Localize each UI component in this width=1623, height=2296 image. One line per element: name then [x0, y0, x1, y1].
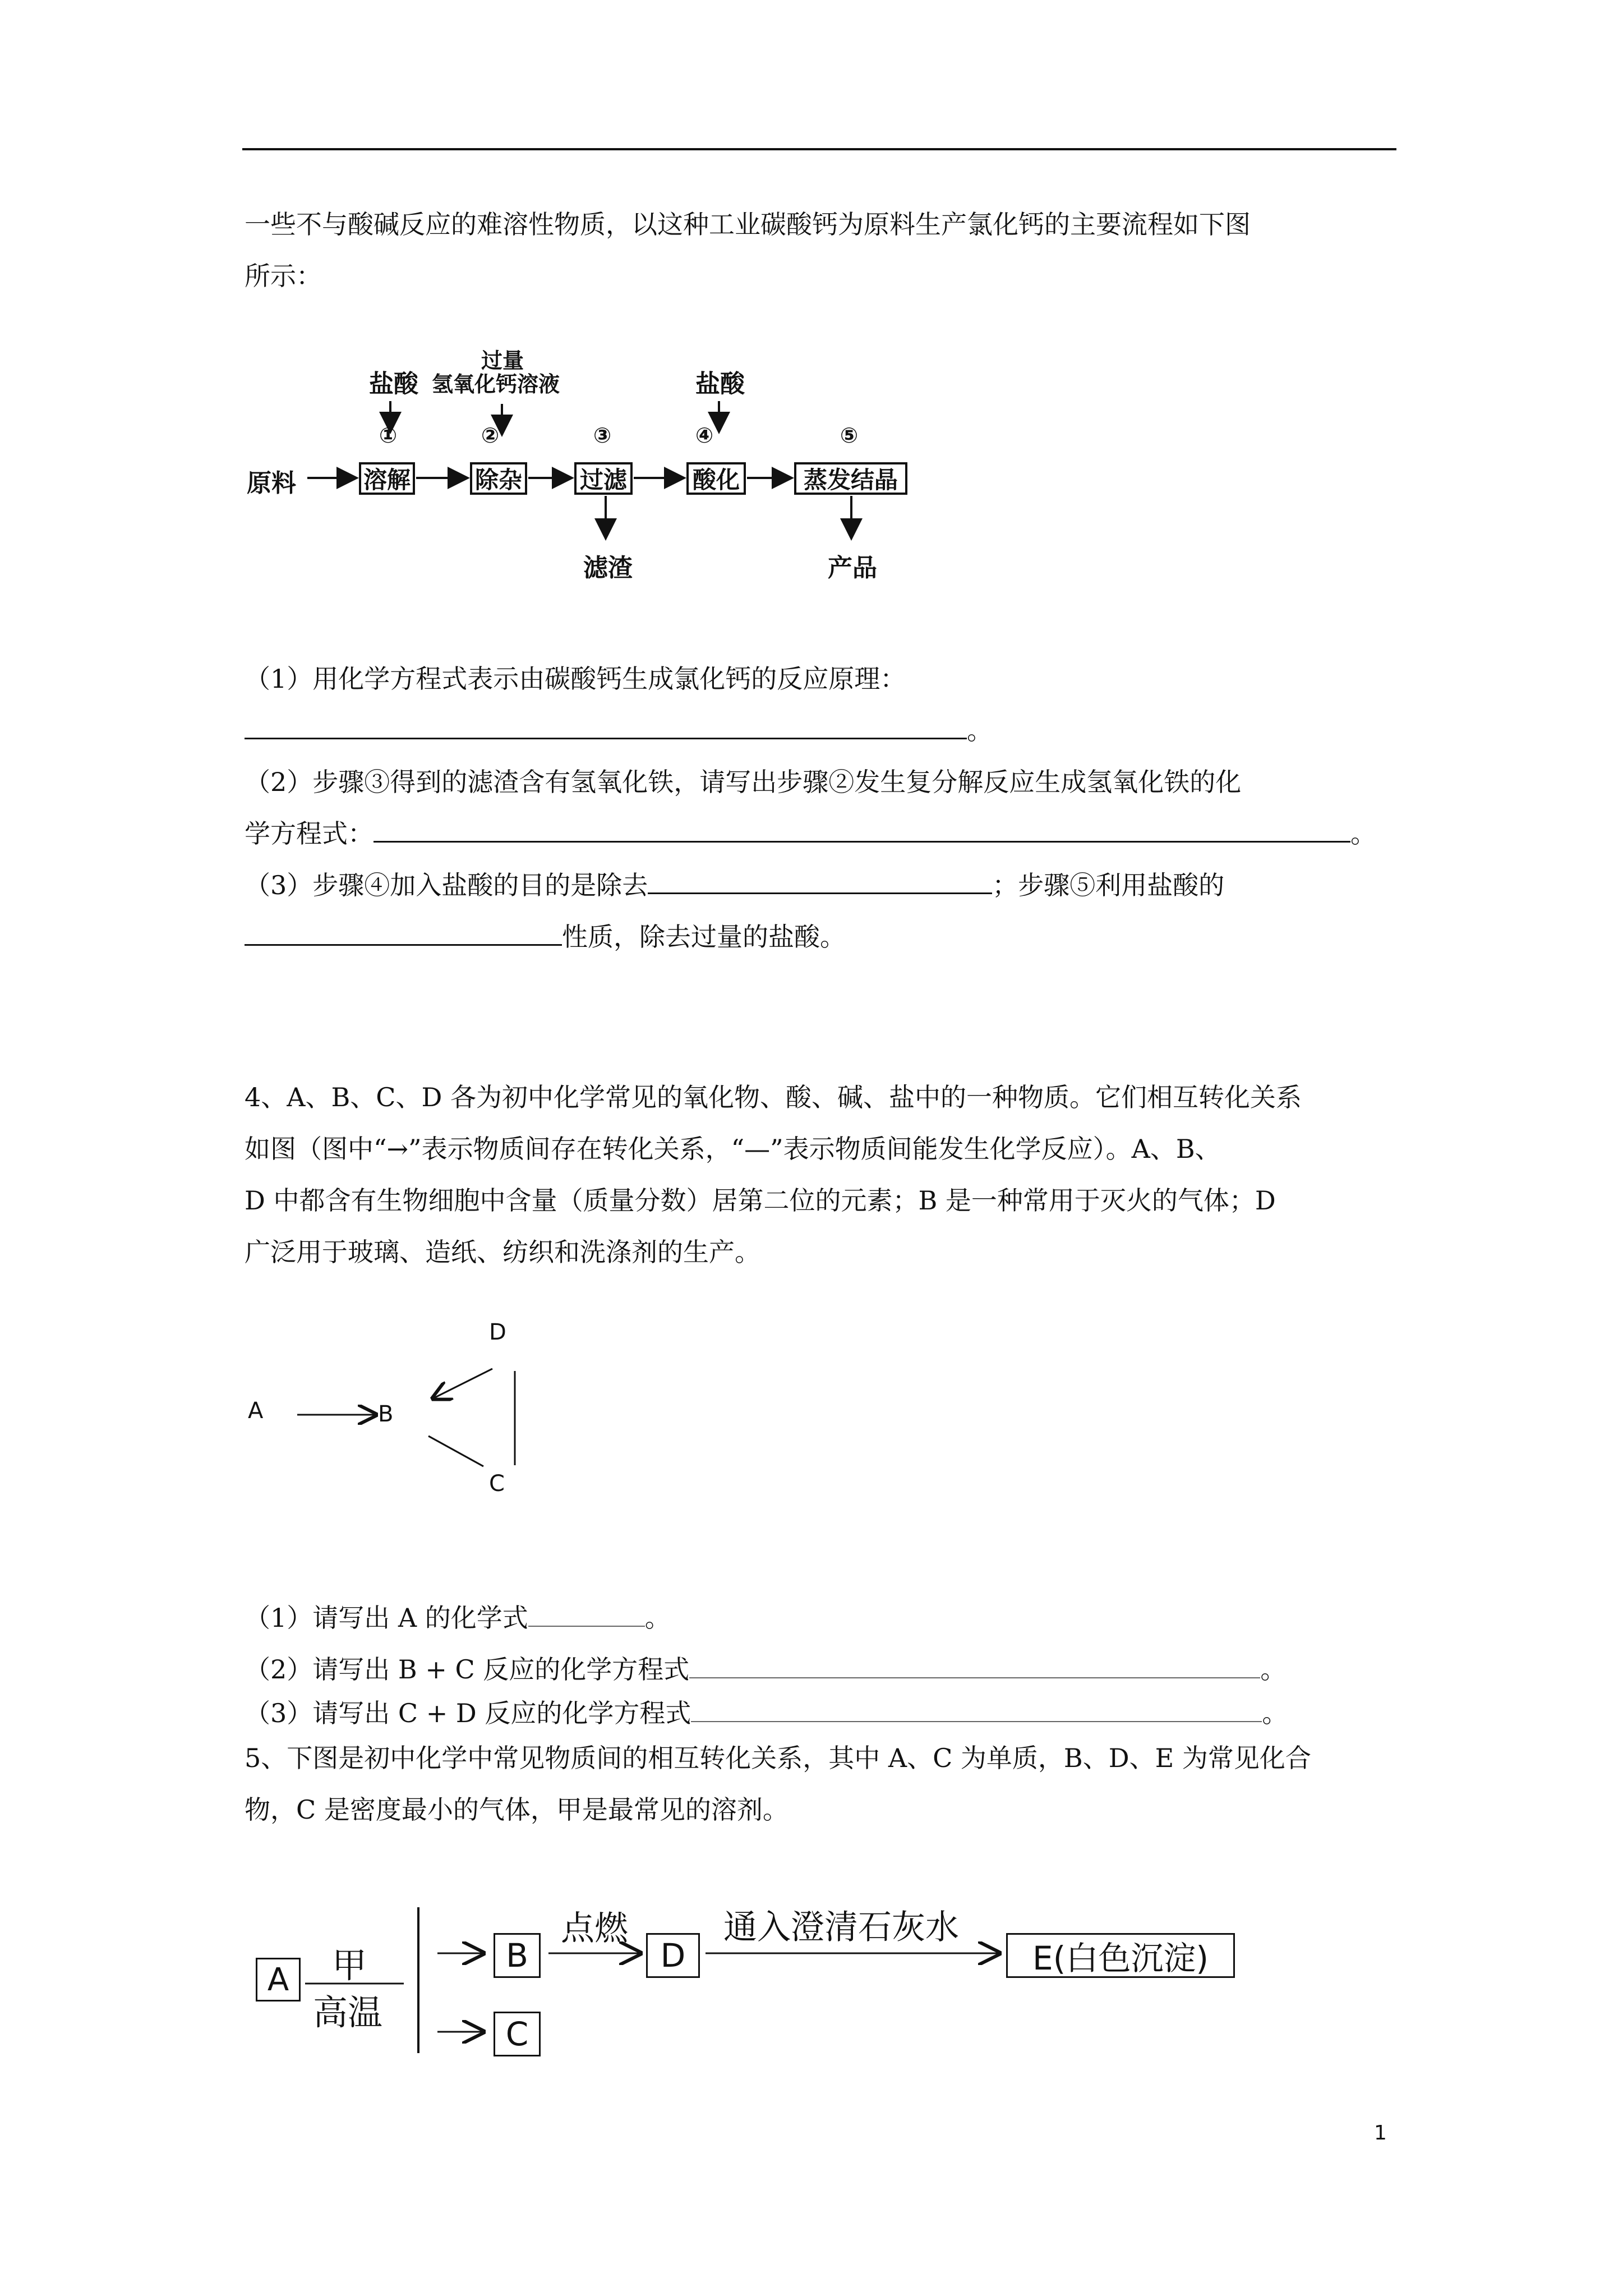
q4-line1: 4、A、B、C、D 各为初中化学常见的氧化物、酸、碱、盐中的一种物质。它们相互转化关系: [245, 1082, 1302, 1112]
q4-sub2: （2）请写出 B + C 反应的化学方程式 。: [245, 1654, 1287, 1685]
page-number: 1: [1374, 2122, 1387, 2145]
flow-step-remove-impurity: 除杂: [470, 462, 527, 495]
flow-step-evaporate: 蒸发结晶: [794, 462, 907, 495]
flow-output-product: 产品: [828, 554, 877, 582]
q5-node-c: C: [494, 2012, 541, 2056]
q5-line1: 5、下图是初中化学中常见物质间的相互转化关系，其中 A、C 为单质，B、D、E 为常见化合: [245, 1743, 1311, 1773]
q5-limewater-label: 通入澄清石灰水: [723, 1908, 959, 1947]
flow-input-caoh2-line2: 氢氧化钙溶液: [432, 372, 560, 397]
flow-step-filter: 过滤: [574, 462, 633, 495]
q4-relation-diagram: [241, 1318, 555, 1554]
q3-sub3-line1: （3）步骤④加入盐酸的目的是除去 ；步骤⑤利用盐酸的: [245, 870, 1225, 900]
q4-sub1: （1）请写出 A 的化学式 。: [245, 1603, 671, 1633]
q5-line2: 物，C 是密度最小的气体，甲是最常见的溶剂。: [245, 1795, 789, 1825]
q3-intro-line2: 所示：: [245, 261, 322, 291]
flow-raw-material: 原料: [247, 469, 296, 498]
q3-sub1: （1）用化学方程式表示由碳酸钙生成氯化钙的反应原理：: [245, 664, 906, 694]
q3-intro-line1: 一些不与酸碱反应的难溶性物质，以这种工业碳酸钙为原料生产氯化钙的主要流程如下图: [245, 209, 1251, 240]
q4-node-b: B: [378, 1401, 394, 1427]
flow-input-caoh2-line1: 过量: [481, 348, 524, 373]
q4-line3: D 中都含有生物细胞中含量（质量分数）居第二位的元素；B 是一种常用于灭火的气体；D: [245, 1185, 1276, 1216]
q5-node-e: E(白色沉淀): [1006, 1933, 1235, 1978]
flow-input-hcl-1: 盐酸: [369, 370, 418, 398]
q5-ignite-label: 点燃: [561, 1909, 628, 1948]
q4-node-a: A: [248, 1398, 264, 1424]
flow-step-dissolve: 溶解: [359, 462, 415, 495]
q3-sub1-answer-line: 。: [245, 705, 993, 756]
q3-sub2-line2: 学方程式： 。: [245, 818, 1376, 849]
q4-node-d: D: [489, 1319, 506, 1345]
q4-line4: 广泛用于玻璃、造纸、纺织和洗涤剂的生产。: [245, 1237, 760, 1267]
header-rule: [242, 148, 1396, 150]
q5-node-a: A: [256, 1958, 301, 2001]
q5-transform-diagram: [247, 1885, 1256, 2076]
q3-flow-diagram: [247, 348, 909, 589]
q5-cond-bottom: 高温: [313, 1992, 383, 2033]
q4-line2: 如图（图中“→”表示物质间存在转化关系，“—”表示物质间能发生化学反应）。A、B、: [245, 1134, 1221, 1164]
q5-node-d: D: [646, 1933, 700, 1978]
q4-sub3: （3）请写出 C + D 反应的化学方程式 。: [245, 1698, 1288, 1728]
flow-num-3: ③: [593, 423, 612, 448]
q5-node-b: B: [494, 1933, 541, 1978]
flow-num-4: ④: [695, 423, 714, 448]
q4-node-c: C: [489, 1471, 505, 1497]
q3-sub2-line1: （2）步骤③得到的滤渣含有氢氧化铁，请写出步骤②发生复分解反应生成氢氧化铁的化: [245, 767, 1242, 797]
flow-num-2: ②: [481, 423, 500, 448]
q3-sub3-line2: 性质，除去过量的盐酸。: [245, 911, 846, 963]
q5-cond-top: 甲: [332, 1945, 367, 1986]
flow-step-acidify: 酸化: [686, 462, 746, 495]
flow-num-5: ⑤: [840, 423, 859, 448]
flow-output-residue: 滤渣: [583, 554, 633, 582]
flow-input-hcl-4: 盐酸: [695, 370, 745, 398]
flow-num-1: ①: [379, 423, 398, 448]
q4-diagram-lines: [241, 1318, 555, 1554]
